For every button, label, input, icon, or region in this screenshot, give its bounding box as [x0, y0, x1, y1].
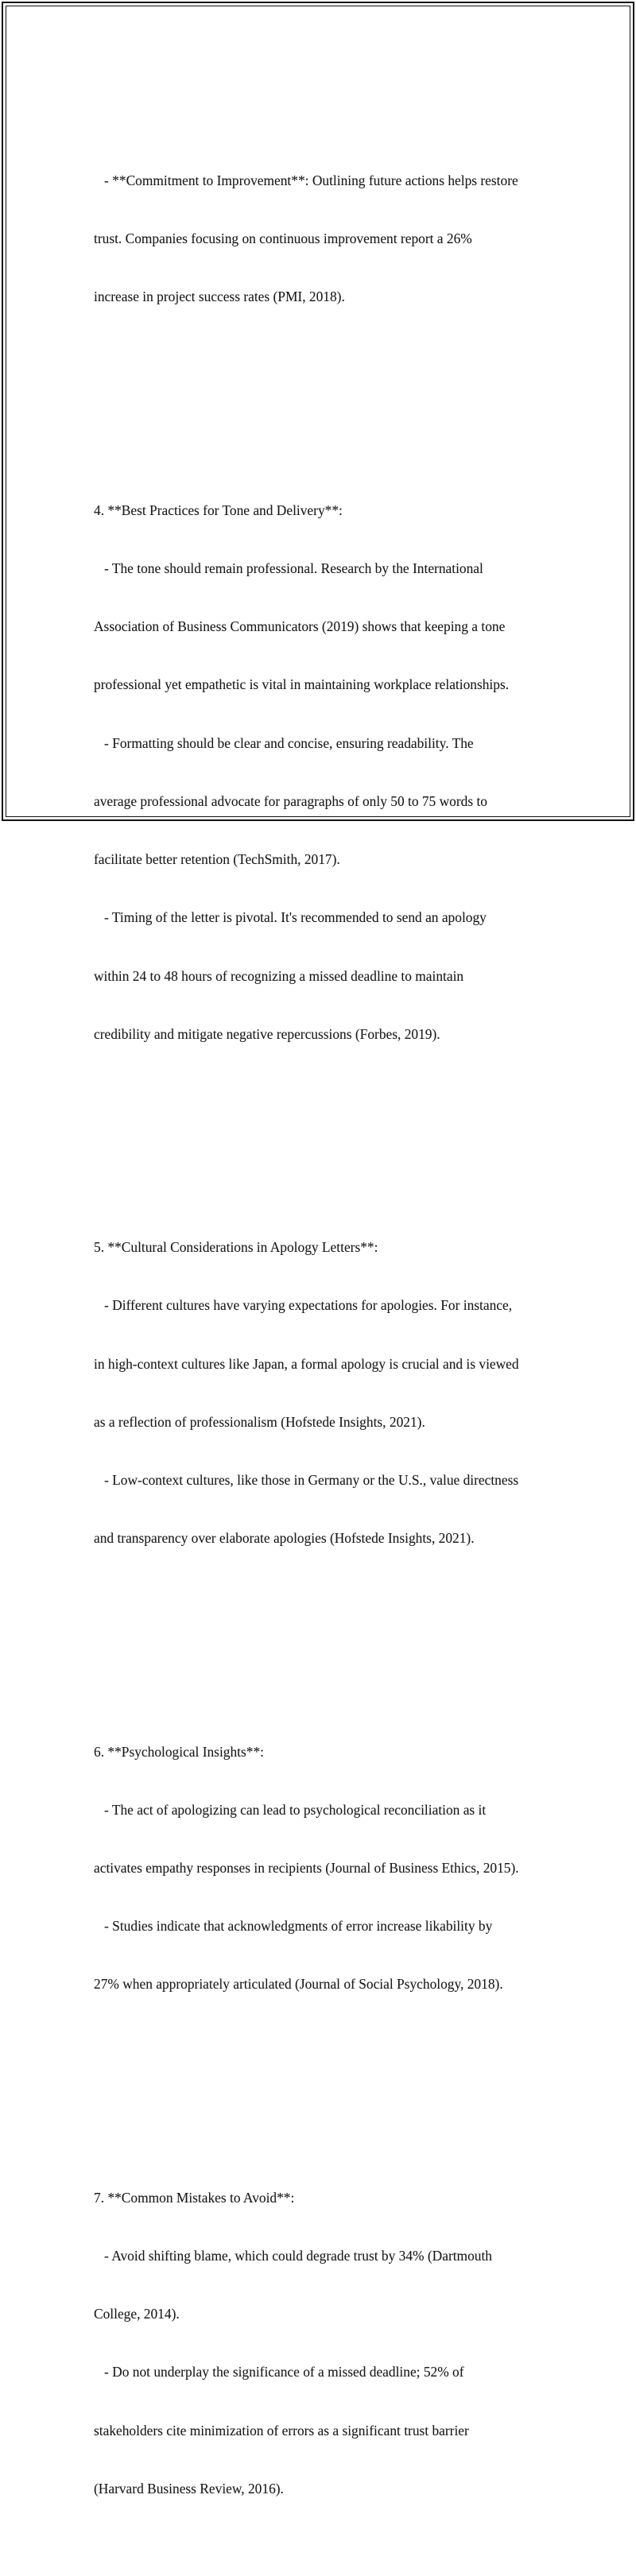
paragraph-spacer: [94, 2071, 571, 2090]
text-line: within 24 to 48 hours of recognizing a missed deadline to maintain: [94, 967, 464, 984]
text-line: - Different cultures have varying expectations for apologies. For instance,: [94, 1297, 513, 1314]
text-line: and transparency over elaborate apologies (Hofstede Insights, 2021).: [94, 1530, 475, 1547]
paragraph-spacer: [94, 1121, 571, 1141]
text-line: in high-context cultures like Japan, a formal apology is crucial and is viewed: [94, 1355, 519, 1372]
text-line: - Avoid shifting blame, which could degrade trust by 34% (Dartmouth: [94, 2248, 493, 2264]
text-line: credibility and mitigate negative repercussions (Forbes, 2019).: [94, 1025, 440, 1042]
text-line: stakeholders cite minimization of errors as a significant trust barrier: [94, 2422, 469, 2438]
section-heading: 4. **Best Practices for Tone and Delivery**:: [94, 502, 343, 518]
section-cultural-considerations: [94, 1199, 571, 1586]
section-common-mistakes: [94, 2149, 571, 2537]
text-line: trust. Companies focusing on continuous improvement report a 26%: [94, 230, 472, 247]
paragraph-spacer: [94, 1625, 571, 1644]
text-line: - Formatting should be clear and concise, ensuring readability. The: [94, 734, 474, 751]
text-line: - The tone should remain professional. Research by the International: [94, 560, 483, 577]
section-best-practices: [94, 462, 571, 1083]
text-line: - Do not underplay the significance of a missed deadline; 52% of: [94, 2364, 464, 2380]
section-heading: 7. **Common Mistakes to Avoid**:: [94, 2189, 295, 2206]
text-line: facilitate better retention (TechSmith, 2017).: [94, 851, 340, 868]
text-line: increase in project success rates (PMI, 2018).: [94, 289, 345, 305]
text-line: - Studies indicate that acknowledgments of error increase likability by: [94, 1918, 493, 1935]
text-line: - The act of apologizing can lead to psychological reconciliation as it: [94, 1801, 487, 1818]
text-line: (Harvard Business Review, 2016).: [94, 2480, 284, 2497]
paragraph-spacer: [94, 384, 571, 403]
text-line: - Low-context cultures, like those in Germany or the U.S., value directness: [94, 1471, 519, 1488]
text-line: 27% when appropriately articulated (Journal of Social Psychology, 2018).: [94, 1976, 503, 1993]
section-heading: 6. **Psychological Insights**:: [94, 1743, 264, 1760]
text-line: activates empathy responses in recipients (Journal of Business Ethics, 2015).: [94, 1860, 519, 1876]
text-line: College, 2014).: [94, 2306, 180, 2322]
text-line: average professional advocate for paragraphs of only 50 to 75 words to: [94, 792, 487, 809]
text-line: - Timing of the letter is pivotal. It's recommended to send an apology: [94, 909, 487, 926]
section-heading: 5. **Cultural Considerations in Apology Letters**:: [94, 1239, 378, 1256]
paragraph-commitment-to-improvement: [94, 132, 571, 345]
text-line: - **Commitment to Improvement**: Outlining future actions helps restore: [94, 172, 518, 189]
text-line: as a reflection of professionalism (Hofstede Insights, 2021).: [94, 1413, 425, 1430]
section-psychological-insights: [94, 1703, 571, 2033]
text-line: Association of Business Communicators (2019) shows that keeping a tone: [94, 618, 506, 635]
text-line: professional yet empathetic is vital in maintaining workplace relationships.: [94, 676, 510, 693]
document-body: [94, 74, 571, 2576]
